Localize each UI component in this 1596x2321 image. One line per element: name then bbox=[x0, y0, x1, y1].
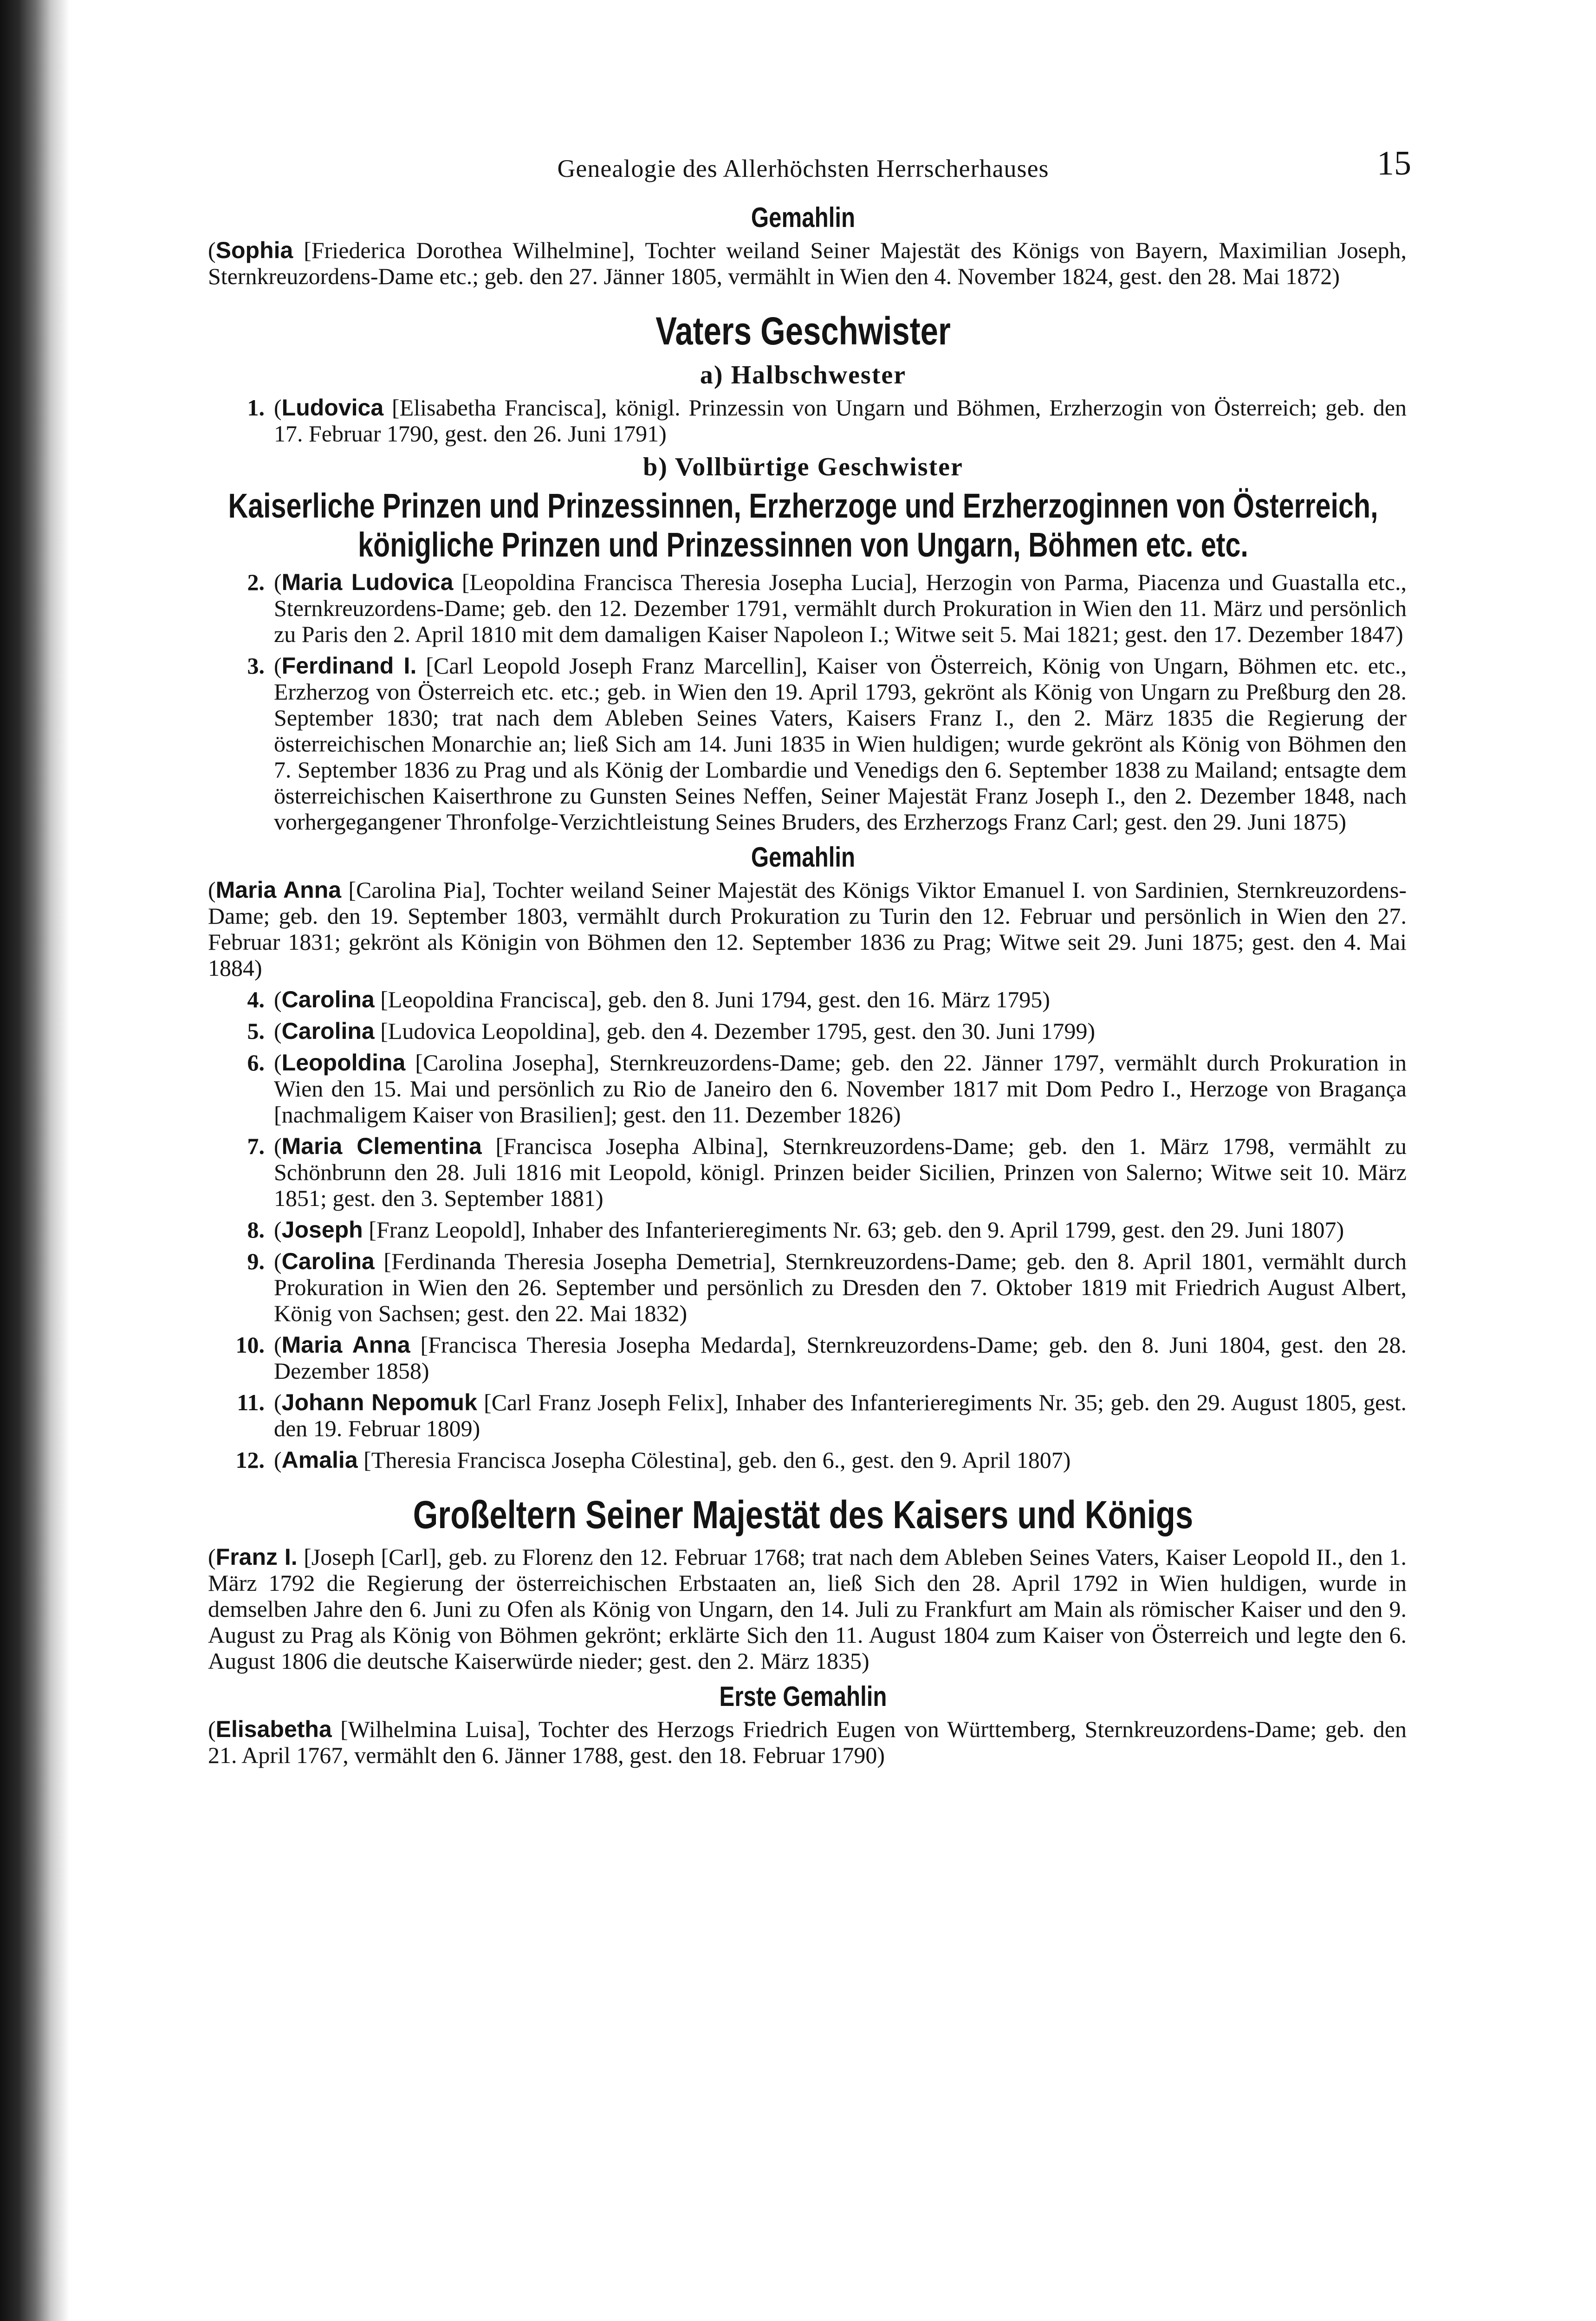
entry-name: Amalia bbox=[281, 1447, 358, 1473]
heading-consort: Gemahlin bbox=[751, 202, 856, 233]
entry-number: 10. bbox=[235, 1332, 265, 1358]
entry-10: 10. (Maria Anna [Francisca Theresia Josepha Medarda], Sternkreuzordens-Dame; geb. den 8. Juni 1804, gest. den 28. Dezember 1858) bbox=[200, 1332, 1407, 1384]
entry-name: Maria Anna bbox=[281, 1332, 410, 1358]
entry-text: [Carl Franz Joseph Felix], Inhaber des Infanterieregiments Nr. 35; geb. den 29. August 1805, gest. den 19. Februar 1809) bbox=[274, 1389, 1407, 1441]
entry-name: Ludovica bbox=[281, 395, 384, 421]
page-number: 15 bbox=[1377, 144, 1411, 182]
entry-name: Leopoldina bbox=[281, 1050, 406, 1076]
entry-name: Elisabetha bbox=[215, 1716, 332, 1742]
entry-number: 1. bbox=[247, 395, 265, 421]
entry-8: 8. (Joseph [Franz Leopold], Inhaber des Infanterieregiments Nr. 63; geb. den 9. April 1799, gest. den 29. Juni 1807) bbox=[200, 1217, 1407, 1243]
entry-text: [Theresia Francisca Josepha Cölestina], geb. den 6., gest. den 9. April 1807) bbox=[363, 1447, 1071, 1473]
entry-number: 9. bbox=[247, 1248, 265, 1274]
entry-name: Johann Nepomuk bbox=[281, 1389, 477, 1415]
titles-heading: Kaiserliche Prinzen und Prinzessinnen, Erzherzoge und Erzherzoginnen von Österreich, königliche Prinzen und Prinzessinnen von Ungarn, Böhmen etc. etc. bbox=[228, 486, 1378, 564]
entry-number: 3. bbox=[247, 653, 265, 679]
entry-name: Maria Anna bbox=[215, 877, 342, 903]
entry-number: 7. bbox=[247, 1133, 265, 1159]
entry-2: 2. (Maria Ludovica [Leopoldina Francisca Theresia Josepha Lucia], Herzogin von Parma, Piacenza und Guastalla etc., Sternkreuzordens-Dame; geb. den 12. Dezember 1791, vermählt durch Prokuration in Wien den 11. März und persönlich zu Paris den 2. April 1810 mit dem damaligen Kaiser Napoleon I.; Witwe seit 5. Mai 1821; gest. den 17. Dezember 1847) bbox=[200, 569, 1407, 647]
entry-12: 12. (Amalia [Theresia Francisca Josepha Cölestina], geb. den 6., gest. den 9. April 1807) bbox=[200, 1447, 1407, 1473]
entry-text: [Carolina Pia], Tochter weiland Seiner Majestät des Königs Viktor Emanuel I. von Sardinien, Sternkreuzordens-Dame; geb. den 19. September 1803, vermählt durch Prokuration zu Turin den 12. Februar und persönlich in Wien den 27. Februar 1831; gekrönt als Königin von Böhmen den 12. September 1836 zu Prag; Witwe seit 29. Juni 1875; gest. den 4. Mai 1884) bbox=[208, 877, 1407, 981]
document-page bbox=[200, 144, 1411, 1774]
heading-father-siblings: Vaters Geschwister bbox=[655, 309, 951, 353]
running-header bbox=[200, 144, 1411, 195]
heading-first-consort: Erste Gemahlin bbox=[719, 1681, 887, 1712]
entry-3: 3. (Ferdinand I. [Carl Leopold Joseph Franz Marcellin], Kaiser von Österreich, König von Ungarn, Böhmen etc. etc., Erzherzog von Österreich etc. etc.; geb. in Wien den 19. April 1793, gekrönt als König von Ungarn zu Preßburg den 28. September 1830; trat nach dem Ableben Seines Vaters, Kaisers Franz I., den 2. März 1835 die Regierung der österreichischen Monarchie an; ließ Sich am 14. Juni 1835 in Wien huldigen; wurde gekrönt als König von Böhmen den 7. September 1836 zu Prag und als König der Lombardie und Venedigs den 6. September 1838 zu Mailand; entsagte dem österreichischen Kaiserthrone zu Gunsten Seines Neffen, Seiner Majestät Franz Joseph I., den 2. Dezember 1848, nach vorhergegangener Thronfolge-Verzichtleistung Seines Bruders, des Erzherzogs Franz Carl; gest. den 29. Juni 1875) bbox=[200, 653, 1407, 835]
entry-6: 6. (Leopoldina [Carolina Josepha], Sternkreuzordens-Dame; geb. den 22. Jänner 1797, vermählt durch Prokuration in Wien den 15. Mai und persönlich zu Rio de Janeiro den 6. November 1817 mit Dom Pedro I., Herzoge von Bragança [nachmaligem Kaiser von Brasilien]; gest. den 11. Dezember 1826) bbox=[200, 1050, 1407, 1128]
entry-text: [Carl Leopold Joseph Franz Marcellin], Kaiser von Österreich, König von Ungarn, Böhmen etc. etc., Erzherzog von Österreich etc. etc.; geb. in Wien den 19. April 1793, gekrönt als König von Ungarn zu Preßburg den 28. September 1830; trat nach dem Ableben Seines Vaters, Kaisers Franz I., den 2. März 1835 die Regierung der österreichischen Monarchie an; ließ Sich am 14. Juni 1835 in Wien huldigen; wurde gekrönt als König von Böhmen den 7. September 1836 zu Prag und als König der Lombardie und Venedigs den 6. September 1838 zu Mailand; entsagte dem österreichischen Kaiserthrone zu Gunsten Seines Neffen, Seiner Majestät Franz Joseph I., den 2. Dezember 1848, nach vorhergegangener Thronfolge-Verzichtleistung Seines Bruders, des Erzherzogs Franz Carl; gest. den 29. Juni 1875) bbox=[274, 653, 1407, 835]
entry-name: Carolina bbox=[281, 1248, 375, 1274]
entry-name: Joseph bbox=[281, 1217, 363, 1243]
entry-name: Sophia bbox=[215, 237, 293, 263]
entry-text: [Leopoldina Francisca Theresia Josepha Lucia], Herzogin von Parma, Piacenza und Guastalla etc., Sternkreuzordens-Dame; geb. den 12. Dezember 1791, vermählt durch Prokuration in Wien den 11. März und persönlich zu Paris den 2. April 1810 mit dem damaligen Kaiser Napoleon I.; Witwe seit 5. Mai 1821; gest. den 17. Dezember 1847) bbox=[274, 569, 1407, 647]
entry-text: [Elisabetha Francisca], königl. Prinzessin von Ungarn und Böhmen, Erzherzogin von Österreich; geb. den 17. Februar 1790, gest. den 26. Juni 1791) bbox=[274, 395, 1407, 447]
entry-text: [Franz Leopold], Inhaber des Infanterieregiments Nr. 63; geb. den 9. April 1799, gest. den 29. Juni 1807) bbox=[369, 1217, 1344, 1243]
entry-9: 9. (Carolina [Ferdinanda Theresia Josepha Demetria], Sternkreuzordens-Dame; geb. den 8. April 1801, vermählt durch Prokuration in Wien den 26. September und persönlich zu Dresden den 7. Oktober 1819 mit Friedrich August Albert, König von Sachsen; gest. den 22. Mai 1832) bbox=[200, 1248, 1407, 1326]
entry-name: Franz I. bbox=[215, 1544, 298, 1570]
entry-text: [Carolina Josepha], Sternkreuzordens-Dame; geb. den 22. Jänner 1797, vermählt durch Prokuration in Wien den 15. Mai und persönlich zu Rio de Janeiro den 6. November 1817 mit Dom Pedro I., Herzoge von Bragança [nachmaligem Kaiser von Brasilien]; gest. den 11. Dezember 1826) bbox=[274, 1050, 1407, 1128]
entry-number: 5. bbox=[247, 1018, 265, 1044]
entry-text: [Friederica Dorothea Wilhelmine], Tochter weiland Seiner Majestät des Königs von Bayern, Maximilian Joseph, Sternkreuzordens-Dame etc.; geb. den 27. Jänner 1805, vermählt in Wien den 4. November 1824, gest. den 28. Mai 1872) bbox=[208, 237, 1407, 289]
entry-name: Maria Ludovica bbox=[281, 569, 454, 595]
entry-text: [Leopoldina Francisca], geb. den 8. Juni 1794, gest. den 16. März 1795) bbox=[380, 986, 1050, 1012]
entry-name: Carolina bbox=[281, 1018, 375, 1044]
heading-grandparents: Großeltern Seiner Majestät des Kaisers und Königs bbox=[413, 1493, 1194, 1537]
entry-text: [Ferdinanda Theresia Josepha Demetria], Sternkreuzordens-Dame; geb. den 8. April 1801, vermählt durch Prokuration in Wien den 26. September und persönlich zu Dresden den 7. Oktober 1819 mit Friedrich August Albert, König von Sachsen; gest. den 22. Mai 1832) bbox=[274, 1248, 1407, 1326]
entry-name: Carolina bbox=[281, 986, 375, 1012]
entry-text: [Joseph [Carl], geb. zu Florenz den 12. Februar 1768; trat nach dem Ableben Seines Vaters, Kaiser Leopold II., den 1. März 1792 die Regierung der österreichischen Erbstaaten an, ließ Sich den 28. April 1792 in Wien huldigen, wurde in demselben Jahre den 6. Juni zu Ofen als König von Ungarn, den 14. Juli zu Frankfurt am Main als römischer Kaiser und den 9. August zu Prag als König von Böhmen gekrönt; erklärte Sich den 11. August 1804 zum Kaiser von Österreich und legte den 6. August 1806 die deutsche Kaiserwürde nieder; gest. den 2. März 1835) bbox=[208, 1544, 1407, 1674]
entry-4: 4. (Carolina [Leopoldina Francisca], geb. den 8. Juni 1794, gest. den 16. März 1795) bbox=[200, 986, 1407, 1012]
entry-name: Ferdinand I. bbox=[281, 653, 417, 679]
entry-1: 1. (Ludovica [Elisabetha Francisca], königl. Prinzessin von Ungarn und Böhmen, Erzherzogin von Österreich; geb. den 17. Februar 1790, gest. den 26. Juni 1791) bbox=[200, 395, 1407, 447]
running-title: Genealogie des Allerhöchsten Herrscherhauses bbox=[557, 155, 1049, 182]
entry-text: [Wilhelmina Luisa], Tochter des Herzogs Friedrich Eugen von Württemberg, Sternkreuzordens-Dame; geb. den 21. April 1767, vermählt den 6. Jänner 1788, gest. den 18. Februar 1790) bbox=[208, 1716, 1407, 1768]
entry-number: 4. bbox=[247, 986, 265, 1012]
entry-number: 11. bbox=[237, 1389, 265, 1415]
subheading-full-siblings: b) Vollbürtige Geschwister bbox=[643, 453, 963, 481]
entry-5: 5. (Carolina [Ludovica Leopoldina], geb. den 4. Dezember 1795, gest. den 30. Juni 1799) bbox=[200, 1018, 1407, 1044]
entry-name: Maria Clementina bbox=[281, 1133, 482, 1159]
entry-text: [Ludovica Leopoldina], geb. den 4. Dezember 1795, gest. den 30. Juni 1799) bbox=[380, 1018, 1096, 1044]
heading-consort-2: Gemahlin bbox=[751, 842, 856, 873]
entry-number: 2. bbox=[247, 569, 265, 595]
entry-elisabetha: (Elisabetha [Wilhelmina Luisa], Tochter des Herzogs Friedrich Eugen von Württemberg, Sternkreuzordens-Dame; geb. den 21. April 1767, vermählt den 6. Jänner 1788, gest. den 18. Februar 1790) bbox=[208, 1716, 1407, 1768]
entry-maria-anna: (Maria Anna [Carolina Pia], Tochter weiland Seiner Majestät des Königs Viktor Emanuel I. von Sardinien, Sternkreuzordens-Dame; geb. den 19. September 1803, vermählt durch Prokuration zu Turin den 12. Februar und persönlich in Wien den 27. Februar 1831; gekrönt als Königin von Böhmen den 12. September 1836 zu Prag; Witwe seit 29. Juni 1875; gest. den 4. Mai 1884) bbox=[208, 877, 1407, 981]
entry-number: 8. bbox=[247, 1217, 265, 1243]
entry-sophia: (Sophia [Friederica Dorothea Wilhelmine], Tochter weiland Seiner Majestät des Königs von Bayern, Maximilian Joseph, Sternkreuzordens-Dame etc.; geb. den 27. Jänner 1805, vermählt in Wien den 4. November 1824, gest. den 28. Mai 1872) bbox=[208, 237, 1407, 289]
entry-number: 12. bbox=[235, 1447, 265, 1473]
entry-text: [Francisca Theresia Josepha Medarda], Sternkreuzordens-Dame; geb. den 8. Juni 1804, gest. den 28. Dezember 1858) bbox=[274, 1332, 1407, 1384]
book-binding-shadow bbox=[0, 0, 70, 2321]
entry-franz: (Franz I. [Joseph [Carl], geb. zu Florenz den 12. Februar 1768; trat nach dem Ableben Seines Vaters, Kaiser Leopold II., den 1. März 1792 die Regierung der österreichischen Erbstaaten an, ließ Sich den 28. April 1792 in Wien huldigen, wurde in demselben Jahre den 6. Juni zu Ofen als König von Ungarn, den 14. Juli zu Frankfurt am Main als römischer Kaiser und den 9. August zu Prag als König von Böhmen gekrönt; erklärte Sich den 11. August 1804 zum Kaiser von Österreich und legte den 6. August 1806 die deutsche Kaiserwürde nieder; gest. den 2. März 1835) bbox=[208, 1544, 1407, 1674]
subheading-half-sister: a) Halbschwester bbox=[700, 361, 907, 389]
entry-text: [Francisca Josepha Albina], Sternkreuzordens-Dame; geb. den 1. März 1798, vermählt zu Schönbrunn den 28. Juli 1816 mit Leopold, königl. Prinzen beider Sicilien, Prinzen von Salerno; Witwe seit 10. März 1851; gest. den 3. September 1881) bbox=[274, 1133, 1407, 1211]
entry-number: 6. bbox=[247, 1050, 265, 1076]
entry-7: 7. (Maria Clementina [Francisca Josepha Albina], Sternkreuzordens-Dame; geb. den 1. März 1798, vermählt zu Schönbrunn den 28. Juli 1816 mit Leopold, königl. Prinzen beider Sicilien, Prinzen von Salerno; Witwe seit 10. März 1851; gest. den 3. September 1881) bbox=[200, 1133, 1407, 1211]
entry-11: 11. (Johann Nepomuk [Carl Franz Joseph Felix], Inhaber des Infanterieregiments Nr. 35; geb. den 29. August 1805, gest. den 19. Februar 1809) bbox=[200, 1389, 1407, 1441]
